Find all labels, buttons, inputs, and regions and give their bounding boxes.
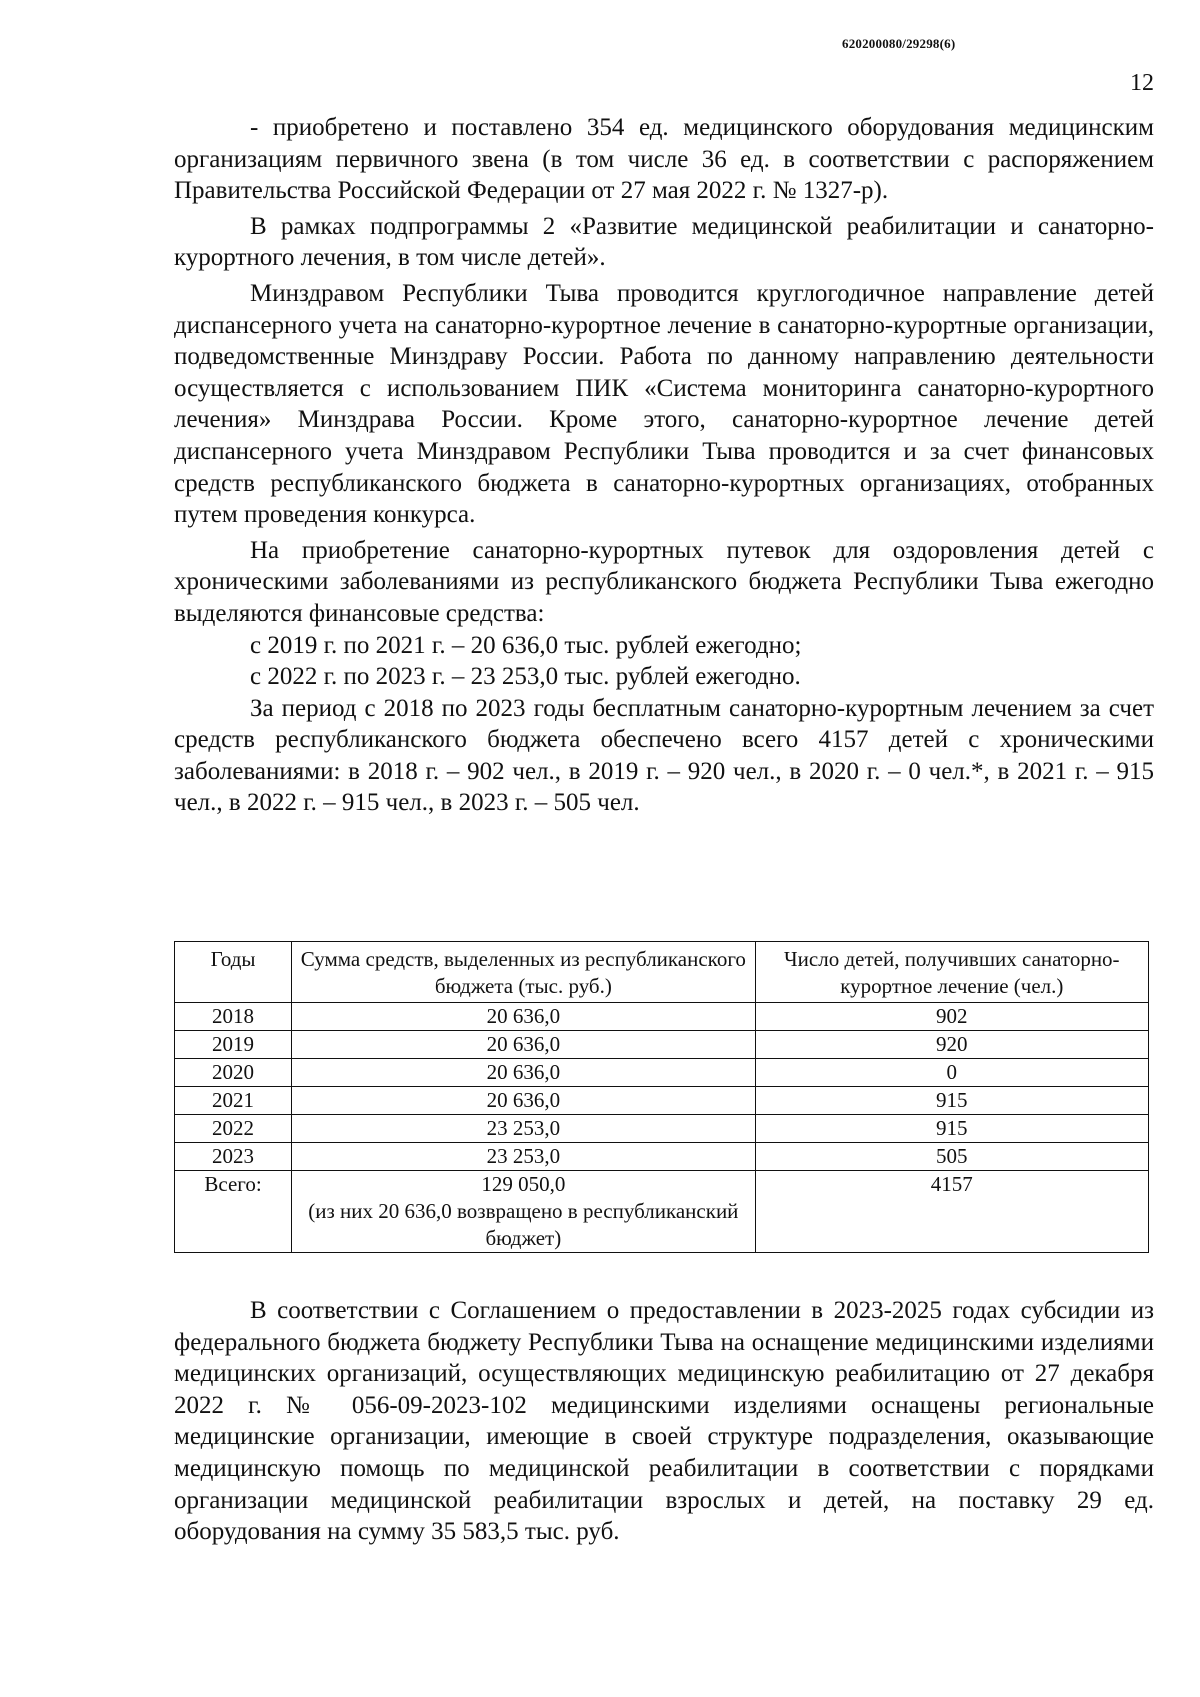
cell-year: 2021 <box>175 1087 292 1115</box>
paragraph-funding-intro: На приобретение санаторно-курортных путевок для оздоровления детей с хроническими заболеваниями из республиканского бюджета Республики Тыва ежегодно выделяются финансовые средства: <box>174 536 1154 627</box>
table-row <box>175 1031 1149 1059</box>
page-number: 12 <box>1130 70 1154 96</box>
cell-sum: 20 636,0 <box>292 1031 755 1059</box>
paragraph-subsidy-agreement: В соответствии с Соглашением о предоставлении в 2023-2025 годах субсидии из федерального бюджета бюджету Республики Тыва на оснащение медицинскими изделиями медицинских организаций, осуществляющих медицинскую реабилитацию от 27 декабря 2022 г. № 056-09-2023-102 медицинскими изделиями оснащены региональные медицинские организации, имеющие в своей структуре подразделения, оказывающие медицинскую помощь по медицинской реабилитации в соответствии с порядками организации медицинской реабилитации взрослых и детей, на поставку 29 ед. оборудования на сумму 35 583,5 тыс. руб. <box>174 1297 1154 1546</box>
table-header-row <box>175 942 1149 1003</box>
cell-year: 2022 <box>175 1115 292 1143</box>
table-total-row <box>175 1171 1149 1253</box>
cell-children: 505 <box>755 1143 1148 1171</box>
paragraph-sanatorium-direction: Минздравом Республики Тыва проводится круглогодичное направление детей диспансерного учета на санаторно-курортное лечение в санаторно-курортные организации, подведомственные Минздраву России. Работа по данному направлению деятельности осуществляется с использованием ПИК «Система мониторинга санаторно-курортного лечения» Минздрава России. Кроме этого, санаторно-курортное лечение детей диспансерного учета Минздравом Республики Тыва проводится и за счет финансовых средств республиканского бюджета в санаторно-курортных организациях, отобранных путем проведения конкурса. <box>174 279 1154 529</box>
cell-children: 920 <box>755 1031 1148 1059</box>
total-sum-cell <box>292 1171 755 1253</box>
total-sum-note: (из них 20 636,0 возвращено в республиканский бюджет) <box>308 1199 739 1250</box>
header-children: Число детей, получивших санаторно-курортное лечение (чел.) <box>755 942 1148 1003</box>
main-text <box>174 112 1154 819</box>
bottom-text <box>174 1295 1154 1548</box>
total-sum: 129 050,0 <box>481 1172 566 1196</box>
funding-table <box>174 941 1149 1253</box>
cell-year: 2018 <box>175 1003 292 1031</box>
cell-year: 2019 <box>175 1031 292 1059</box>
paragraph-funding-2022-2023: с 2022 г. по 2023 г. – 23 253,0 тыс. рублей ежегодно. <box>250 663 801 691</box>
cell-children: 915 <box>755 1087 1148 1115</box>
cell-children: 0 <box>755 1059 1148 1087</box>
total-children: 4157 <box>755 1171 1148 1253</box>
table-row <box>175 1115 1149 1143</box>
cell-sum: 20 636,0 <box>292 1003 755 1031</box>
table-row <box>175 1059 1149 1087</box>
paragraph-children-summary: За период с 2018 по 2023 годы бесплатным санаторно-курортным лечением за счет средств республиканского бюджета обеспечено всего 4157 детей с хроническими заболеваниями: в 2018 г. – 902 чел., в 2019 г. – 920 чел., в 2020 г. – 0 чел.*, в 2021 г. – 915 чел., в 2022 г. – 915 чел., в 2023 г. – 505 чел. <box>174 694 1154 817</box>
paragraph-equipment: - приобретено и поставлено 354 ед. медицинского оборудования медицинским организациям первичного звена (в том числе 36 ед. в соответствии с распоряжением Правительства Российской Федерации от 27 мая 2022 г. № 1327-р). <box>174 114 1154 205</box>
table-row <box>175 1003 1149 1031</box>
document-id: 620200080/29298(6) <box>842 36 956 51</box>
cell-children: 902 <box>755 1003 1148 1031</box>
cell-year: 2023 <box>175 1143 292 1171</box>
cell-sum: 20 636,0 <box>292 1087 755 1115</box>
table-row <box>175 1143 1149 1171</box>
cell-year: 2020 <box>175 1059 292 1087</box>
header-years: Годы <box>175 942 292 1003</box>
header-sum: Сумма средств, выделенных из республиканского бюджета (тыс. руб.) <box>292 942 755 1003</box>
paragraph-funding-2019-2021: с 2019 г. по 2021 г. – 20 636,0 тыс. рублей ежегодно; <box>250 631 802 659</box>
cell-sum: 23 253,0 <box>292 1143 755 1171</box>
cell-children: 915 <box>755 1115 1148 1143</box>
total-label: Всего: <box>175 1171 292 1253</box>
table-row <box>175 1087 1149 1115</box>
paragraph-subprogram: В рамках подпрограммы 2 «Развитие медицинской реабилитации и санаторно-курортного лечения, в том числе детей». <box>174 212 1154 272</box>
cell-sum: 23 253,0 <box>292 1115 755 1143</box>
cell-sum: 20 636,0 <box>292 1059 755 1087</box>
